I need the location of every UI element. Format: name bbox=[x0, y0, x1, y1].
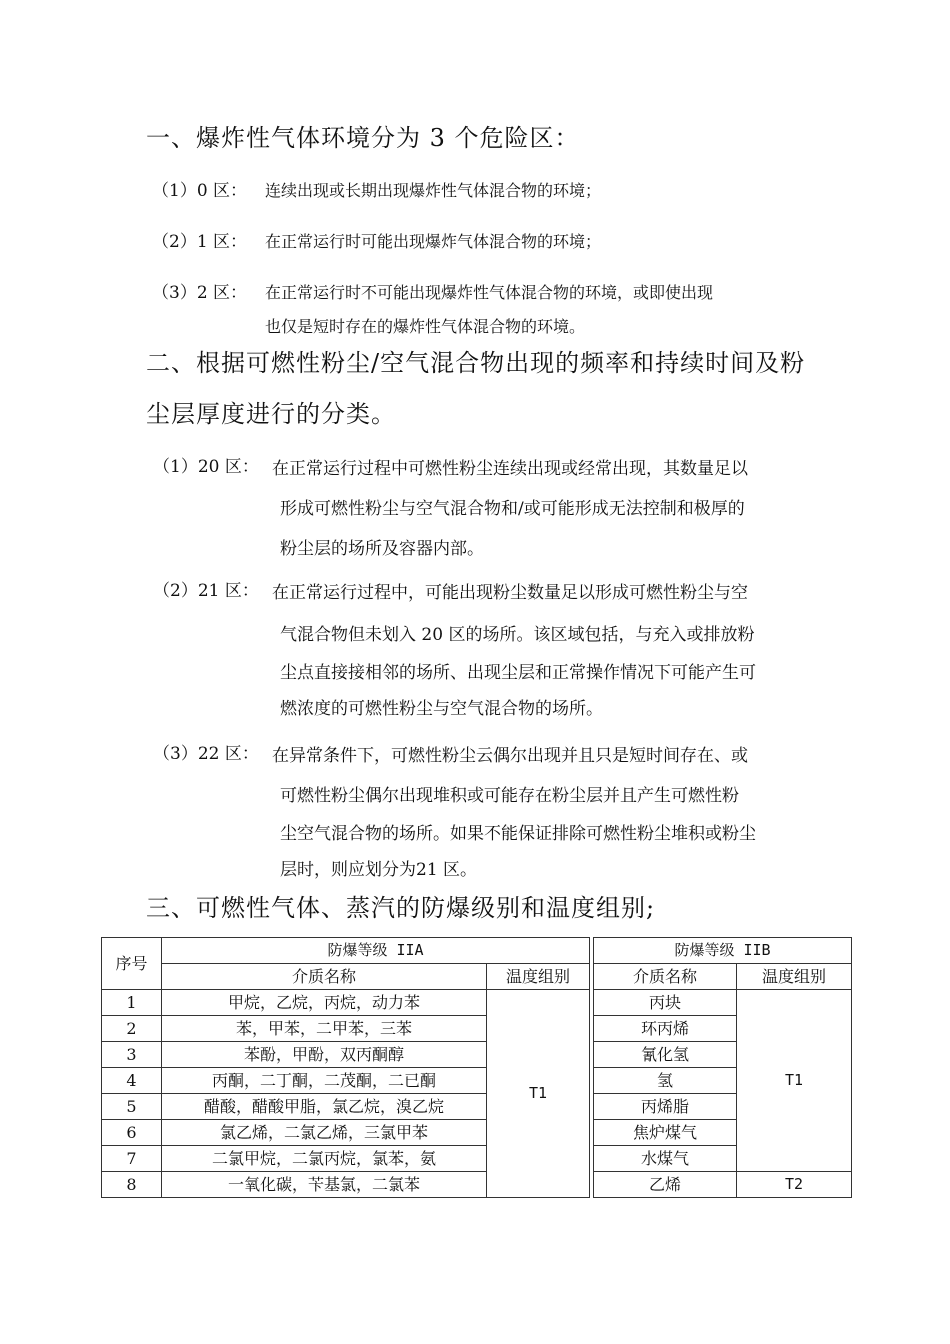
table-header-row-1 bbox=[102, 938, 852, 964]
section2-title-line2: 尘层厚度进行的分类。 bbox=[146, 400, 396, 428]
header-medium-b: 介质名称 bbox=[594, 964, 737, 990]
header-group-iia: 防爆等级 IIA bbox=[162, 938, 590, 964]
cell-medium-b: 焦炉煤气 bbox=[594, 1120, 737, 1146]
cell-medium-b: 乙烯 bbox=[594, 1172, 737, 1198]
header-temp-b: 温度组别 bbox=[737, 964, 852, 990]
cell-medium-b: 水煤气 bbox=[594, 1146, 737, 1172]
zone22-text-line1: 在异常条件下，可燃性粉尘云偶尔出现并且只是短时间存在、或 bbox=[272, 746, 748, 766]
table-row bbox=[102, 1172, 852, 1198]
cell-seq: 4 bbox=[102, 1068, 162, 1094]
cell-medium-a: 二氯甲烷，二氯丙烷，氯苯，氨 bbox=[162, 1146, 487, 1172]
zone20-text-line2: 形成可燃性粉尘与空气混合物和/或可能形成无法控制和极厚的 bbox=[280, 499, 745, 519]
cell-temp-b-last: T2 bbox=[737, 1172, 852, 1198]
cell-medium-a: 醋酸，醋酸甲脂，氯乙烷，溴乙烷 bbox=[162, 1094, 487, 1120]
cell-medium-b: 氰化氢 bbox=[594, 1042, 737, 1068]
section3-title: 三、可燃性气体、蒸汽的防爆级别和温度组别; bbox=[146, 894, 656, 922]
cell-temp-b-merged: T1 bbox=[737, 990, 852, 1172]
cell-seq: 1 bbox=[102, 990, 162, 1016]
zone0-text: 连续出现或长期出现爆炸性气体混合物的环境； bbox=[265, 181, 602, 200]
cell-medium-b: 氢 bbox=[594, 1068, 737, 1094]
zone21-text-line2: 气混合物但未划入 20 区的场所。该区域包括，与充入或排放粉 bbox=[280, 625, 755, 645]
explosion-class-table bbox=[101, 937, 852, 1198]
table-header-row-2 bbox=[102, 964, 852, 990]
cell-medium-a: 丙酮，二丁酮，二茂酮，二已酮 bbox=[162, 1068, 487, 1094]
cell-medium-a: 苯酚，甲酚，双丙酮醇 bbox=[162, 1042, 487, 1068]
cell-seq: 7 bbox=[102, 1146, 162, 1172]
zone21-label: （2）21 区： bbox=[153, 581, 259, 601]
section2-title-line1: 二、根据可燃性粉尘/空气混合物出现的频率和持续时间及粉 bbox=[146, 349, 806, 377]
cell-seq: 3 bbox=[102, 1042, 162, 1068]
zone22-text-line3: 尘空气混合物的场所。如果不能保证排除可燃性粉尘堆积或粉尘 bbox=[280, 824, 756, 844]
cell-medium-a: 一氧化碳，苄基氯，二氯苯 bbox=[162, 1172, 487, 1198]
zone0-label: （1）0 区： bbox=[152, 181, 248, 201]
cell-medium-b: 丙块 bbox=[594, 990, 737, 1016]
cell-medium-a: 甲烷，乙烷，丙烷，动力苯 bbox=[162, 990, 487, 1016]
cell-medium-a: 苯，甲苯，二甲苯，三苯 bbox=[162, 1016, 487, 1042]
header-temp-a: 温度组别 bbox=[487, 964, 590, 990]
zone21-text-line4: 燃浓度的可燃性粉尘与空气混合物的场所。 bbox=[280, 699, 603, 719]
zone20-text-line3: 粉尘层的场所及容器内部。 bbox=[280, 539, 484, 559]
section1-title: 一、爆炸性气体环境分为 3 个危险区： bbox=[146, 124, 580, 152]
cell-medium-b: 环丙烯 bbox=[594, 1016, 737, 1042]
header-medium-a: 介质名称 bbox=[162, 964, 487, 990]
cell-seq: 2 bbox=[102, 1016, 162, 1042]
zone20-label: （1）20 区： bbox=[153, 457, 259, 477]
cell-seq: 6 bbox=[102, 1120, 162, 1146]
cell-temp-a-merged: T1 bbox=[487, 990, 590, 1198]
cell-medium-b: 丙烯脂 bbox=[594, 1094, 737, 1120]
table-row bbox=[102, 990, 852, 1016]
zone21-text-line1: 在正常运行过程中，可能出现粉尘数量足以形成可燃性粉尘与空 bbox=[272, 583, 748, 603]
zone22-label: （3）22 区： bbox=[153, 744, 259, 764]
zone20-text-line1: 在正常运行过程中可燃性粉尘连续出现或经常出现，其数量足以 bbox=[272, 459, 748, 479]
zone22-text-line4: 层时，则应划分为21 区。 bbox=[280, 860, 478, 880]
zone22-text-line2: 可燃性粉尘偶尔出现堆积或可能存在粉尘层并且产生可燃性粉 bbox=[280, 786, 739, 806]
header-group-iib: 防爆等级 IIB bbox=[594, 938, 852, 964]
zone2-label: （3）2 区： bbox=[152, 283, 248, 303]
zone1-label: （2）1 区： bbox=[152, 232, 248, 252]
header-seq: 序号 bbox=[102, 938, 162, 990]
cell-seq: 8 bbox=[102, 1172, 162, 1198]
zone2-text-line1: 在正常运行时不可能出现爆炸性气体混合物的环境，或即使出现 bbox=[265, 283, 714, 302]
cell-seq: 5 bbox=[102, 1094, 162, 1120]
zone21-text-line3: 尘点直接接相邻的场所、出现尘层和正常操作情况下可能产生可 bbox=[280, 663, 756, 683]
cell-medium-a: 氯乙烯，二氯乙烯，三氯甲苯 bbox=[162, 1120, 487, 1146]
zone1-text: 在正常运行时可能出现爆炸气体混合物的环境； bbox=[265, 232, 602, 251]
zone2-text-line2: 也仅是短时存在的爆炸性气体混合物的环境。 bbox=[265, 317, 586, 336]
